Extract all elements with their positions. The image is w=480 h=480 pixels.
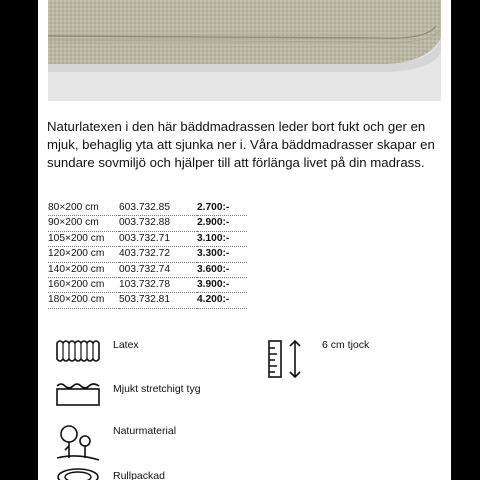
size-cell: 105×200 cm (48, 231, 119, 246)
price-cell: 3.900:- (197, 278, 247, 293)
size-row (48, 247, 247, 262)
feature-fabric: Mjukt stretchigt tyg (113, 383, 201, 395)
price-cell: 3.300:- (197, 247, 247, 262)
article-number-cell: 503.732.81 (119, 293, 197, 308)
fabric-icon (55, 380, 101, 408)
size-row (48, 231, 247, 246)
article-number-cell: 003.732.88 (119, 216, 197, 231)
size-price-table (48, 201, 247, 309)
latex-layer-icon (55, 338, 101, 364)
size-cell: 160×200 cm (48, 278, 119, 293)
size-cell: 140×200 cm (48, 262, 119, 277)
thickness-icon (266, 338, 310, 380)
price-cell: 3.100:- (197, 231, 247, 246)
size-row (48, 278, 247, 293)
size-cell: 90×200 cm (48, 216, 119, 231)
feature-thickness: 6 cm tjock (322, 339, 370, 351)
size-cell: 80×200 cm (48, 201, 119, 216)
size-cell: 180×200 cm (48, 293, 119, 308)
size-row (48, 262, 247, 277)
mattress-topper-image (48, 0, 441, 101)
product-description: Naturlatexen i den här bäddmadrassen leder bort fukt och ger en mjuk, behaglig yta att sjunka ner i. Våra bäddmadrasser skapar en sundare sovmiljö och hjälper till att förlänga livet på din madrass. (47, 119, 435, 170)
article-number-cell: 003.732.71 (119, 231, 197, 246)
size-row (48, 201, 247, 216)
product-card (38, 0, 451, 480)
article-number-cell: 403.732.72 (119, 247, 197, 262)
article-number-cell: 003.732.74 (119, 262, 197, 277)
feature-latex: Latex (113, 339, 139, 351)
tree-icon (55, 420, 101, 462)
article-number-cell: 103.732.78 (119, 278, 197, 293)
size-row (48, 293, 247, 308)
feature-natural: Naturmaterial (113, 425, 177, 437)
size-cell: 120×200 cm (48, 247, 119, 262)
roll-pack-icon (55, 466, 101, 480)
price-cell: 2.700:- (197, 201, 247, 216)
feature-rolled: Rullpackad (113, 470, 165, 480)
price-cell: 3.600:- (197, 262, 247, 277)
article-number-cell: 603.732.85 (119, 201, 197, 216)
price-cell: 2.900:- (197, 216, 247, 231)
size-row (48, 216, 247, 231)
price-cell: 4.200:- (197, 293, 247, 308)
